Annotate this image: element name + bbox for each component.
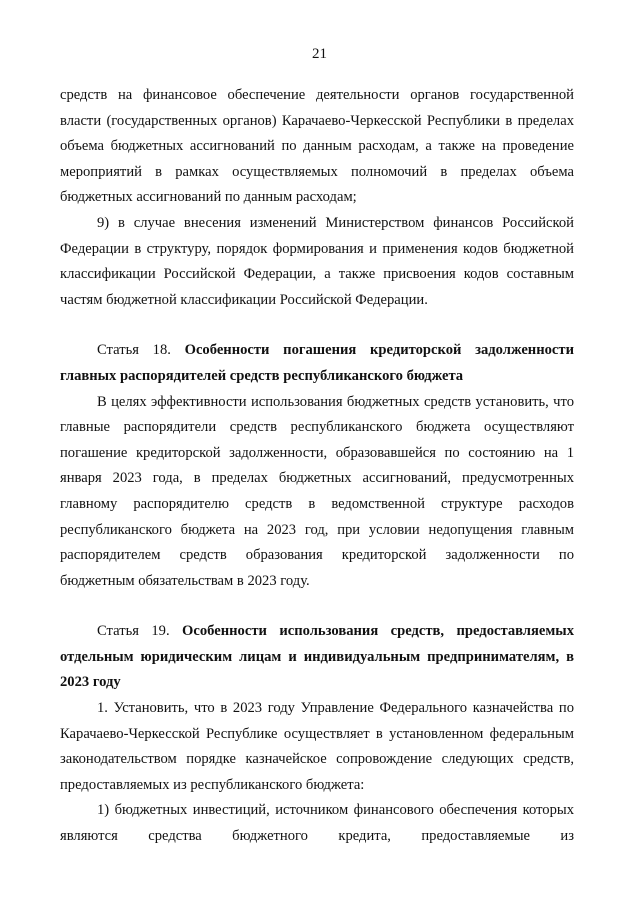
paragraph-item-9: 9) в случае внесения изменений Министерством финансов Российской Федерации в структуру, порядок формирования и применения кодов бюджетной классификации Российской Федерации, а также присвоения кодов составным частям бюджетной классификации Российской Федерации. [60, 214, 574, 308]
article-18-title: Особенности погашения кредиторской задолженности главных распорядителей средств республиканского бюджета [60, 342, 574, 384]
article-19-title: Особенности использования средств, предоставляемых отдельным юридическим лицам и индивидуальным предпринимателям, в 2023 году [60, 623, 574, 691]
document-body [60, 83, 574, 850]
article-18-heading [60, 338, 574, 389]
article-19-label: Статья 19. [97, 623, 170, 640]
article-19-heading [60, 619, 574, 696]
paragraph-continuation: средств на финансовое обеспечение деятельности органов государственной власти (государственных органов) Карачаево-Черкесской Республики в пределах объема бюджетных ассигнований по данным расходам, а также на проведение мероприятий в рамках осуществляемых полномочий в пределах объема бюджетных ассигнований по данным расходам; [60, 87, 574, 206]
page-number: 21 [312, 46, 327, 62]
article-19-paragraph-1: 1. Установить, что в 2023 году Управление Федерального казначейства по Карачаево-Черкесской Республике осуществляет в установленном федеральным законодательством порядке казначейское сопровождение следующих средств, предоставляемых из республиканского бюджета: [60, 700, 574, 793]
article-18-paragraph: В целях эффективности использования бюджетных средств установить, что главные распорядители средств республиканского бюджета осуществляют погашение кредиторской задолженности, образовавшейся по состоянию на 1 января 2023 года, в пределах бюджетных ассигнований, предусмотренных главному распорядителю средств в ведомственной структуре расходов республиканского бюджета на 2023 год, при условии недопущения главным распорядителем средств образования кредиторской задолженности по бюджетным обязательствам в 2023 году. [60, 393, 574, 589]
article-19-item-1: 1) бюджетных инвестиций, источником финансового обеспечения которых являются средства бюджетного кредита, предоставляемые из [60, 802, 574, 845]
article-18-label: Статья 18. [97, 342, 171, 359]
